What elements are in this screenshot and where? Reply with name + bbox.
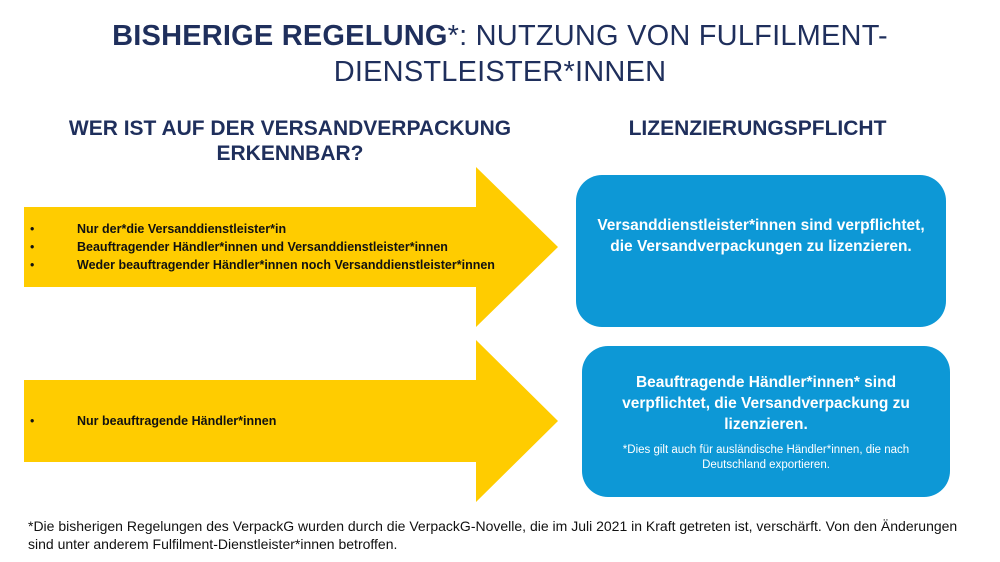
result-text-2: Beauftragende Händler*innen* sind verpflichtet, die Versandverpackung zu lizenzieren. — [622, 374, 910, 433]
list-item: • Beauftragender Händler*innen und Versanddienstleister*innen — [30, 238, 495, 256]
title-bold: BISHERIGE REGELUNG — [112, 20, 448, 52]
left-column-header: WER IST AUF DER VERSANDVERPACKUNG ERKENNBAR? — [68, 117, 512, 165]
result-text-1: Versanddienstleister*innen sind verpflichtet, die Versandverpackungen zu lizenzieren. — [597, 217, 925, 255]
arrow-2-list — [30, 412, 276, 430]
result-box-1 — [576, 175, 946, 327]
page-title — [40, 18, 960, 90]
footnote: *Die bisherigen Regelungen des VerpackG wurden durch die VerpackG-Novelle, die im Juli 2021 in Kraft getreten ist, verschärft. Von den Änderungen sind unter anderem Fulfilment-Dienstleister*innen betroffen. — [28, 518, 958, 552]
result-box-2 — [582, 346, 950, 497]
list-item: • Weder beauftragender Händler*innen noch Versanddienstleister*innen — [30, 256, 495, 274]
title-rest: *: NUTZUNG VON FULFILMENT-DIENSTLEISTER*INNEN — [333, 20, 888, 88]
result-note-2: *Dies gilt auch für ausländische Händler*innen, die nach Deutschland exportieren. — [622, 444, 910, 471]
right-column-header: LIZENZIERUNGSPFLICHT — [628, 117, 887, 140]
arrow-1-list — [30, 220, 495, 274]
list-item: • Nur der*die Versanddienstleister*in — [30, 220, 495, 238]
list-item: • Nur beauftragende Händler*innen — [30, 412, 276, 430]
